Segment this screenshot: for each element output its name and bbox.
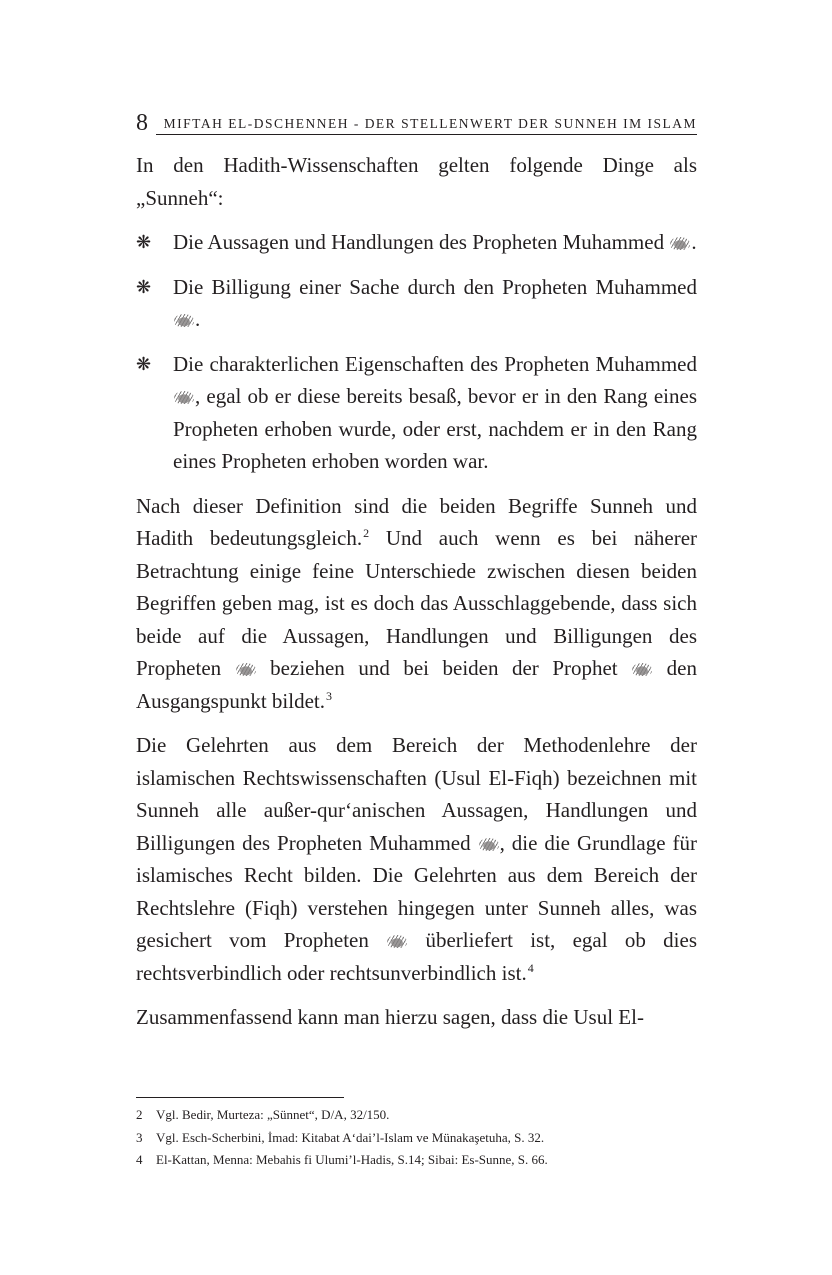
sunneh-definition-list: [136, 226, 697, 478]
paragraph-text: Nach dieser Definition sind die beiden Begriffe Sunneh und Hadith bedeutungsgleich.: [136, 493, 697, 550]
body-text: [136, 149, 697, 1046]
list-item: [136, 226, 697, 259]
definition-paragraph: [136, 490, 697, 718]
footnote-ref[interactable]: 3: [326, 688, 332, 703]
list-item-text: Die charakterlichen Eigenschaften des Propheten Muhammed: [173, 351, 697, 376]
page-header: [136, 110, 697, 136]
asterism-bullet-icon: ❋: [136, 353, 152, 374]
summary-paragraph: Zusammenfassend kann man hierzu sagen, dass die Usul El-: [136, 1005, 644, 1029]
header-rule: [156, 134, 697, 135]
honorific-symbol-icon: [670, 237, 690, 250]
list-item-text-end: .: [195, 307, 201, 331]
intro-paragraph: In den Hadith-Wissenschaften gelten folgende Dinge als „Sunneh“:: [136, 153, 697, 210]
honorific-symbol-icon: [174, 314, 194, 327]
paragraph-text: den Ausgangspunkt bildet.: [136, 656, 698, 713]
footnote-number: 2: [136, 1107, 143, 1122]
footnote-rule: [136, 1097, 344, 1098]
footnote-ref[interactable]: 4: [527, 960, 534, 975]
list-item-text-end: .: [691, 230, 697, 254]
running-title: MIFTAH EL-DSCHENNEH - DER STELLENWERT DER SUNNEH IM ISLAM: [163, 116, 697, 131]
footnote-4: [136, 1149, 716, 1172]
honorific-symbol-icon: [479, 838, 499, 851]
footnote-ref[interactable]: 2: [363, 526, 370, 540]
asterism-bullet-icon: ❋: [136, 232, 152, 252]
list-item: [136, 271, 697, 336]
footnote-number: 4: [136, 1152, 143, 1167]
footnote-number: 3: [136, 1129, 143, 1145]
paragraph-text: überliefert ist, egal ob dies rechtsverbindlich oder rechtsunverbindlich ist.: [136, 928, 697, 985]
scholars-paragraph: [136, 729, 697, 989]
paragraph-text: Die Gelehrten aus dem Bereich der Methodenlehre der islamischen Rechtswissenschaften (Usul El-Fiqh) bezeichnen mit Sunneh alle außer-qur‘anischen Aussagen, Handlungen und Billigungen des Propheten Muhammed: [136, 733, 697, 855]
list-item-text-end: , egal ob er diese bereits besaß, bevor er in den Rang eines Propheten erhoben wurde, oder erst, nachdem er in den Rang eines Propheten erhoben worden war.: [173, 384, 697, 473]
paragraph-text: beziehen und bei beiden der Prophet: [256, 656, 618, 680]
honorific-symbol-icon: [387, 935, 407, 948]
footnote-text: Vgl. Esch-Scherbini, İmad: Kitabat A‘dai’l-Islam ve Münakaşetuha, S. 32.: [156, 1129, 545, 1145]
honorific-symbol-icon: [236, 663, 256, 676]
footnotes: [136, 1104, 716, 1172]
honorific-symbol-icon: [632, 663, 652, 676]
honorific-symbol-icon: [174, 391, 194, 404]
list-item-text: Die Aussagen und Handlungen des Propheten Muhammed: [173, 230, 665, 254]
paragraph-text: Und auch wenn es bei näherer Betrachtung einige feine Unterschiede zwischen diesen beiden Begriffen geben mag, ist es doch das Ausschlaggebende, dass sich beide auf die Aussagen, Handlungen und Billigungen des Propheten: [136, 526, 698, 680]
footnote-text: El-Kattan, Menna: Mebahis fi Ulumi’l-Hadis, S.14; Sibai: Es-Sunne, S. 66.: [156, 1152, 548, 1167]
page-number: 8: [136, 110, 148, 136]
asterism-bullet-icon: ❋: [136, 276, 152, 297]
footnote-2: [136, 1104, 716, 1127]
list-item: [136, 348, 697, 478]
footnote-3: [136, 1127, 716, 1150]
footnote-text: Vgl. Bedir, Murteza: „Sünnet“, D/A, 32/150.: [156, 1107, 390, 1122]
list-item-text: Die Billigung einer Sache durch den Propheten Muhammed: [173, 274, 697, 299]
paragraph-text: , die die Grundlage für islamisches Recht bilden. Die Gelehrten aus dem Bereich der Rechtslehre (Fiqh) verstehen hingegen unter Sunneh alles, was gesichert vom Propheten: [136, 830, 698, 952]
